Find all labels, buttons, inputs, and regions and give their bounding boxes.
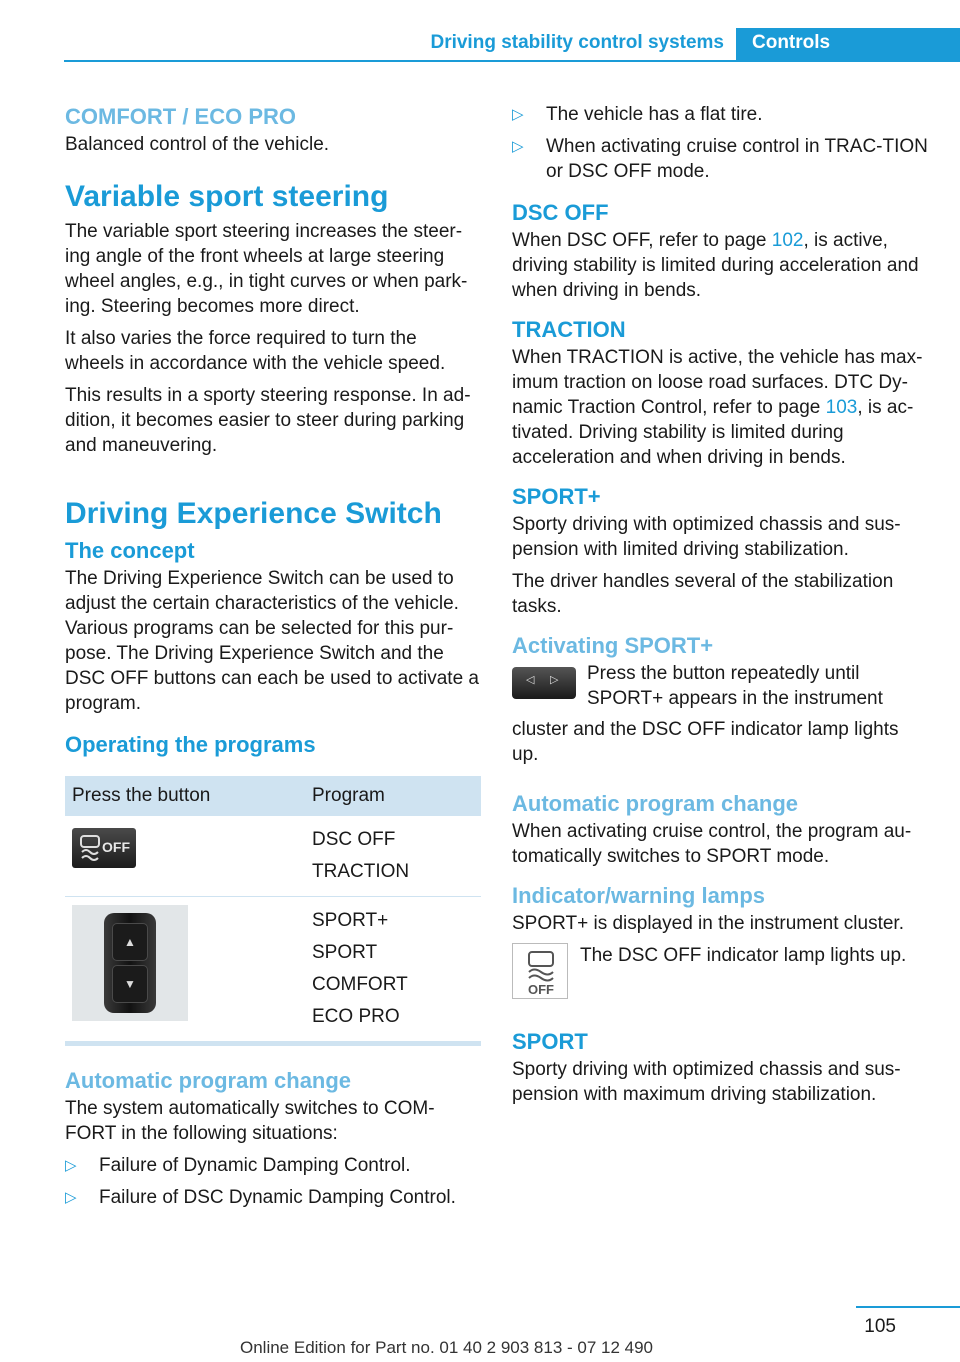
edition-footer: Online Edition for Part no. 01 40 2 903 813 - 07 12 490 — [240, 1338, 654, 1357]
page-header — [64, 28, 960, 62]
comfort-text: Balanced control of the vehicle. — [65, 134, 330, 155]
page-link-103[interactable]: 103 — [825, 397, 858, 418]
program-dsc-off: DSC OFF — [312, 829, 396, 850]
vss-paragraph-1: The variable sport steering increases the steer‐ing angle of the front wheels at large steering wheel angles, e.g., in tight curves or when park‐ing. Steering becomes more direct. — [65, 221, 468, 317]
sport-plus-heading: SPORT+ — [512, 484, 601, 509]
dsc-off-heading: DSC OFF — [512, 200, 609, 225]
sport-heading: SPORT — [512, 1029, 588, 1054]
program-traction: TRACTION — [312, 861, 410, 882]
activating-heading: Activating SPORT+ — [512, 633, 714, 658]
lamps-text: SPORT+ is displayed in the instrument cluster. — [512, 913, 904, 934]
list-item: ▷ Failure of DSC Dynamic Damping Control. — [65, 1187, 456, 1208]
col-program: Program — [312, 785, 385, 806]
operating-heading: Operating the programs — [65, 732, 316, 757]
section-title: Driving stability control systems — [430, 32, 724, 53]
sport-plus-text-2: The driver handles several of the stabilization tasks. — [512, 571, 894, 617]
table-row — [65, 896, 481, 1041]
apc-text-left: The system automatically switches to COM‐FORT in the following situations: — [65, 1098, 435, 1144]
activating-text-a: Press the button repeatedly until SPORT+ appears in the instrument — [587, 663, 883, 709]
concept-heading: The concept — [65, 538, 195, 563]
right-column — [512, 102, 928, 1114]
traction-text: When TRACTION is active, the vehicle has max‐imum traction on loose road surfaces. DTC Dy‐namic Traction Control, refer to page 103, is ac‐tivated. Driving stability is limited during acceleration and when driving in bends. — [512, 347, 923, 468]
svg-text:OFF: OFF — [528, 982, 554, 997]
arrow-down-icon: ▼ — [112, 965, 148, 1003]
lamp-text: The DSC OFF indicator lamp lights up. — [580, 945, 907, 966]
driving-experience-switch-title: Driving Experience Switch — [65, 497, 442, 530]
programs-table — [65, 776, 481, 1046]
vss-paragraph-3: This results in a sporty steering response. In ad‐dition, it becomes easier to steer during parking and maneuvering. — [65, 385, 471, 456]
sport-text: Sporty driving with optimized chassis and sus‐pension with maximum driving stabilization. — [512, 1059, 901, 1105]
footer-divider — [856, 1306, 960, 1308]
variable-sport-steering-title: Variable sport steering — [65, 180, 389, 213]
vss-paragraph-2: It also varies the force required to turn the wheels in accordance with the vehicle speed. — [65, 328, 446, 374]
list-item: ▷ When activating cruise control in TRAC‐TION or DSC OFF mode. — [512, 136, 928, 182]
traction-heading: TRACTION — [512, 317, 626, 342]
dsc-off-text: When DSC OFF, refer to page 102, is active, driving stability is limited during acceleration and when driving in bends. — [512, 230, 919, 301]
lamp-block — [512, 943, 928, 1007]
table-row — [65, 816, 481, 896]
chapter-tab[interactable]: Controls — [736, 28, 960, 62]
apc-text-right: When activating cruise control, the program au‐tomatically switches to SPORT mode. — [512, 821, 912, 867]
driving-experience-switch-icon — [72, 905, 188, 1021]
arrow-up-icon: ▲ — [112, 923, 148, 961]
table-header — [65, 776, 481, 816]
list-item: ▷ Failure of Dynamic Damping Control. — [65, 1155, 411, 1176]
page-number: 105 — [864, 1316, 896, 1337]
program-sport: SPORT — [312, 942, 378, 963]
comfort-heading: COMFORT / ECO PRO — [65, 104, 296, 129]
program-sport-plus: SPORT+ — [312, 910, 389, 931]
activating-block — [512, 661, 928, 717]
sport-plus-text-1: Sporty driving with optimized chassis and sus‐pension with limited driving stabilization. — [512, 514, 901, 560]
program-eco-pro: ECO PRO — [312, 1006, 400, 1027]
dsc-off-button-icon: OFF — [72, 828, 136, 868]
apc-heading-left: Automatic program change — [65, 1068, 352, 1093]
bullet-triangle-icon: ▷ — [65, 1189, 77, 1206]
bullet-triangle-icon: ▷ — [512, 138, 524, 155]
sport-button-icon: ◁ ▷ — [512, 667, 576, 699]
lamps-heading: Indicator/warning lamps — [512, 883, 766, 908]
apc-heading-right: Automatic program change — [512, 791, 799, 816]
page-link-102[interactable]: 102 — [771, 230, 804, 251]
left-column — [65, 102, 481, 1217]
activating-text-b: cluster and the DSC OFF indicator lamp lights up. — [512, 719, 899, 765]
col-press-button: Press the button — [72, 785, 211, 806]
car-skid-icon — [78, 834, 102, 862]
program-comfort: COMFORT — [312, 974, 408, 995]
dsc-off-indicator-icon — [512, 943, 568, 999]
bullet-triangle-icon: ▷ — [512, 106, 524, 123]
bullet-triangle-icon: ▷ — [65, 1157, 77, 1174]
list-item: ▷ The vehicle has a flat tire. — [512, 104, 763, 125]
concept-text: The Driving Experience Switch can be used to adjust the certain characteristics of the vehicle. Various programs can be selected for this pur‐pose. The Driving Experience Switch and the DSC OFF buttons can each be used to activate a program. — [65, 568, 480, 714]
